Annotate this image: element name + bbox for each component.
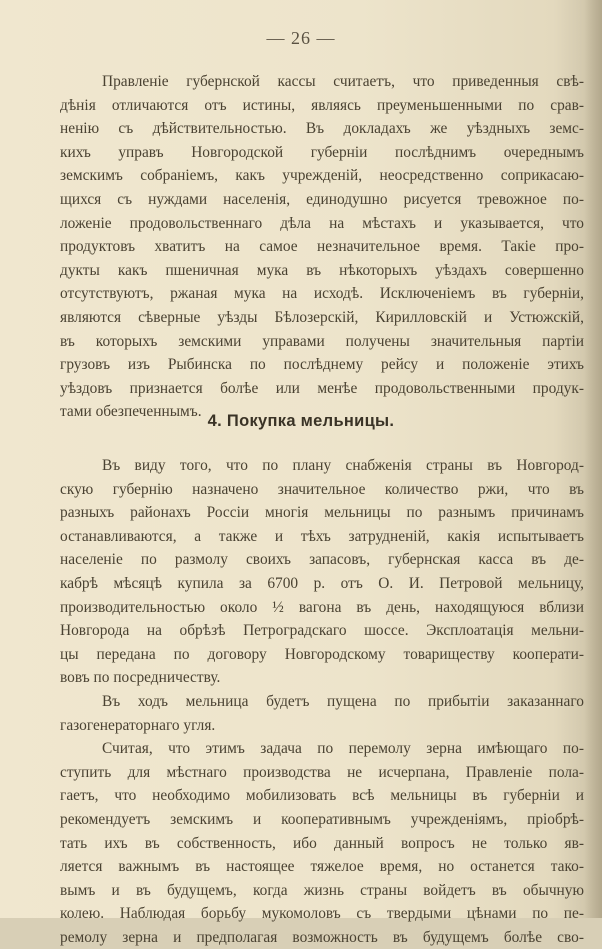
text-line: Считая, что этимъ задача по перемолу зерна имѣющаго по- [102, 740, 584, 758]
text-line: дѣнія отличаются отъ истины, являясь преуменьшенными по срав- [60, 96, 584, 114]
text-line: въ которыхъ земскими управами получены значительныя партіи [60, 332, 584, 350]
text-line: кабрѣ мѣсяцѣ купила за 6700 р. отъ О. И. Петровой мельницу, [60, 574, 584, 592]
paragraph-3 [60, 690, 584, 737]
text-line: газогенераторнаго угля. [60, 716, 216, 734]
text-line: ложеніе продовольственнаго дѣла на мѣстахъ и указывается, что [60, 214, 584, 232]
paragraph-2 [60, 454, 584, 690]
text-line: цы передана по договору Новгородскому товариществу кооперати- [60, 645, 584, 663]
text-line: тами обезпеченнымъ. [60, 403, 202, 421]
text-line: уѣздовъ признается болѣе или менѣе продовольственными продук- [60, 379, 584, 397]
text-line: щихся съ нуждами населенія, единодушно рисуется тревожное по- [60, 190, 584, 208]
section-body [60, 454, 584, 949]
text-line: ненію съ дѣйствительностью. Въ докладахъ же уѣздныхъ земс- [60, 120, 584, 138]
text-line: земскимъ собраніемъ, какъ учрежденій, неосредственно соприкасаю- [60, 167, 584, 185]
text-line: разныхъ районахъ Россіи многія мельницы по разнымъ причинамъ [60, 504, 584, 522]
text-line: скую губернію назначено значительное количество ржи, что въ [60, 480, 584, 498]
text-line: продуктовъ хватитъ на самое незначительное время. Такіе про- [60, 238, 584, 256]
text-line: грузовъ изъ Рыбинска по послѣднему рейсу и положеніе этихъ [60, 356, 584, 374]
text-line: ремолу зерна и предполагая возможность въ будущемъ болѣе сво- [60, 928, 584, 946]
text-line: дукты какъ пшеничная мука въ нѣкоторыхъ уѣздахъ совершенно [60, 261, 584, 279]
text-line: ляется важнымъ въ настоящее тяжелое время, но останется тако- [60, 858, 584, 876]
section-heading: 4. Покупка мельницы. [207, 412, 395, 430]
text-line: тать ихъ въ собственность, ибо данный вопросъ не только яв- [60, 834, 584, 852]
text-line: отсутствуютъ, ржаная мука на исходѣ. Исключеніемъ въ губерніи, [60, 285, 584, 303]
text-line: гаетъ, что необходимо мобилизовать всѣ мельницы въ губерніи и [60, 787, 584, 805]
paragraph-1 [60, 70, 584, 424]
paragraph-4 [60, 737, 584, 949]
text-line: Правленіе губернской кассы считаетъ, что приведенныя свѣ- [102, 73, 584, 90]
text-line: кихъ управъ Новгородской губерніи послѣднимъ очереднымъ [60, 143, 584, 161]
text-line: Новгорода на обрѣзѣ Петроградскаго шоссе. Эксплоатація мельни- [60, 622, 584, 640]
text-line: рекомендуетъ земскимъ и кооперативнымъ учрежденіямъ, пріобрѣ- [60, 810, 584, 828]
text-line: производительностью около ½ вагона въ день, находящуюся вблизи [60, 598, 584, 616]
text-line: вовъ по посредничеству. [60, 669, 221, 687]
text-line: колею. Наблюдая борьбу мукомоловъ съ твердыми цѣнами по пе- [60, 905, 584, 923]
text-line: населеніе по размолу своихъ запасовъ, губернская касса въ де- [60, 551, 584, 569]
text-line: вымъ и въ будущемъ, когда жизнь страны войдетъ въ обычную [60, 881, 584, 899]
text-line: Въ ходъ мельница будетъ пущена по прибытіи заказаннаго [102, 692, 584, 710]
page-number: — 26 — [266, 28, 336, 48]
text-line: Въ виду того, что по плану снабженія страны въ Новгород- [102, 457, 584, 474]
text-line: останавливаются, а также и тѣхъ затрудненій, какія испытываетъ [60, 527, 584, 545]
text-line: ступить для мѣстнаго производства не исчерпана, Правленіе пола- [60, 763, 584, 781]
text-line: являются сѣверные уѣзды Бѣлозерскій, Кирилловскій и Устюжскій, [60, 308, 584, 326]
